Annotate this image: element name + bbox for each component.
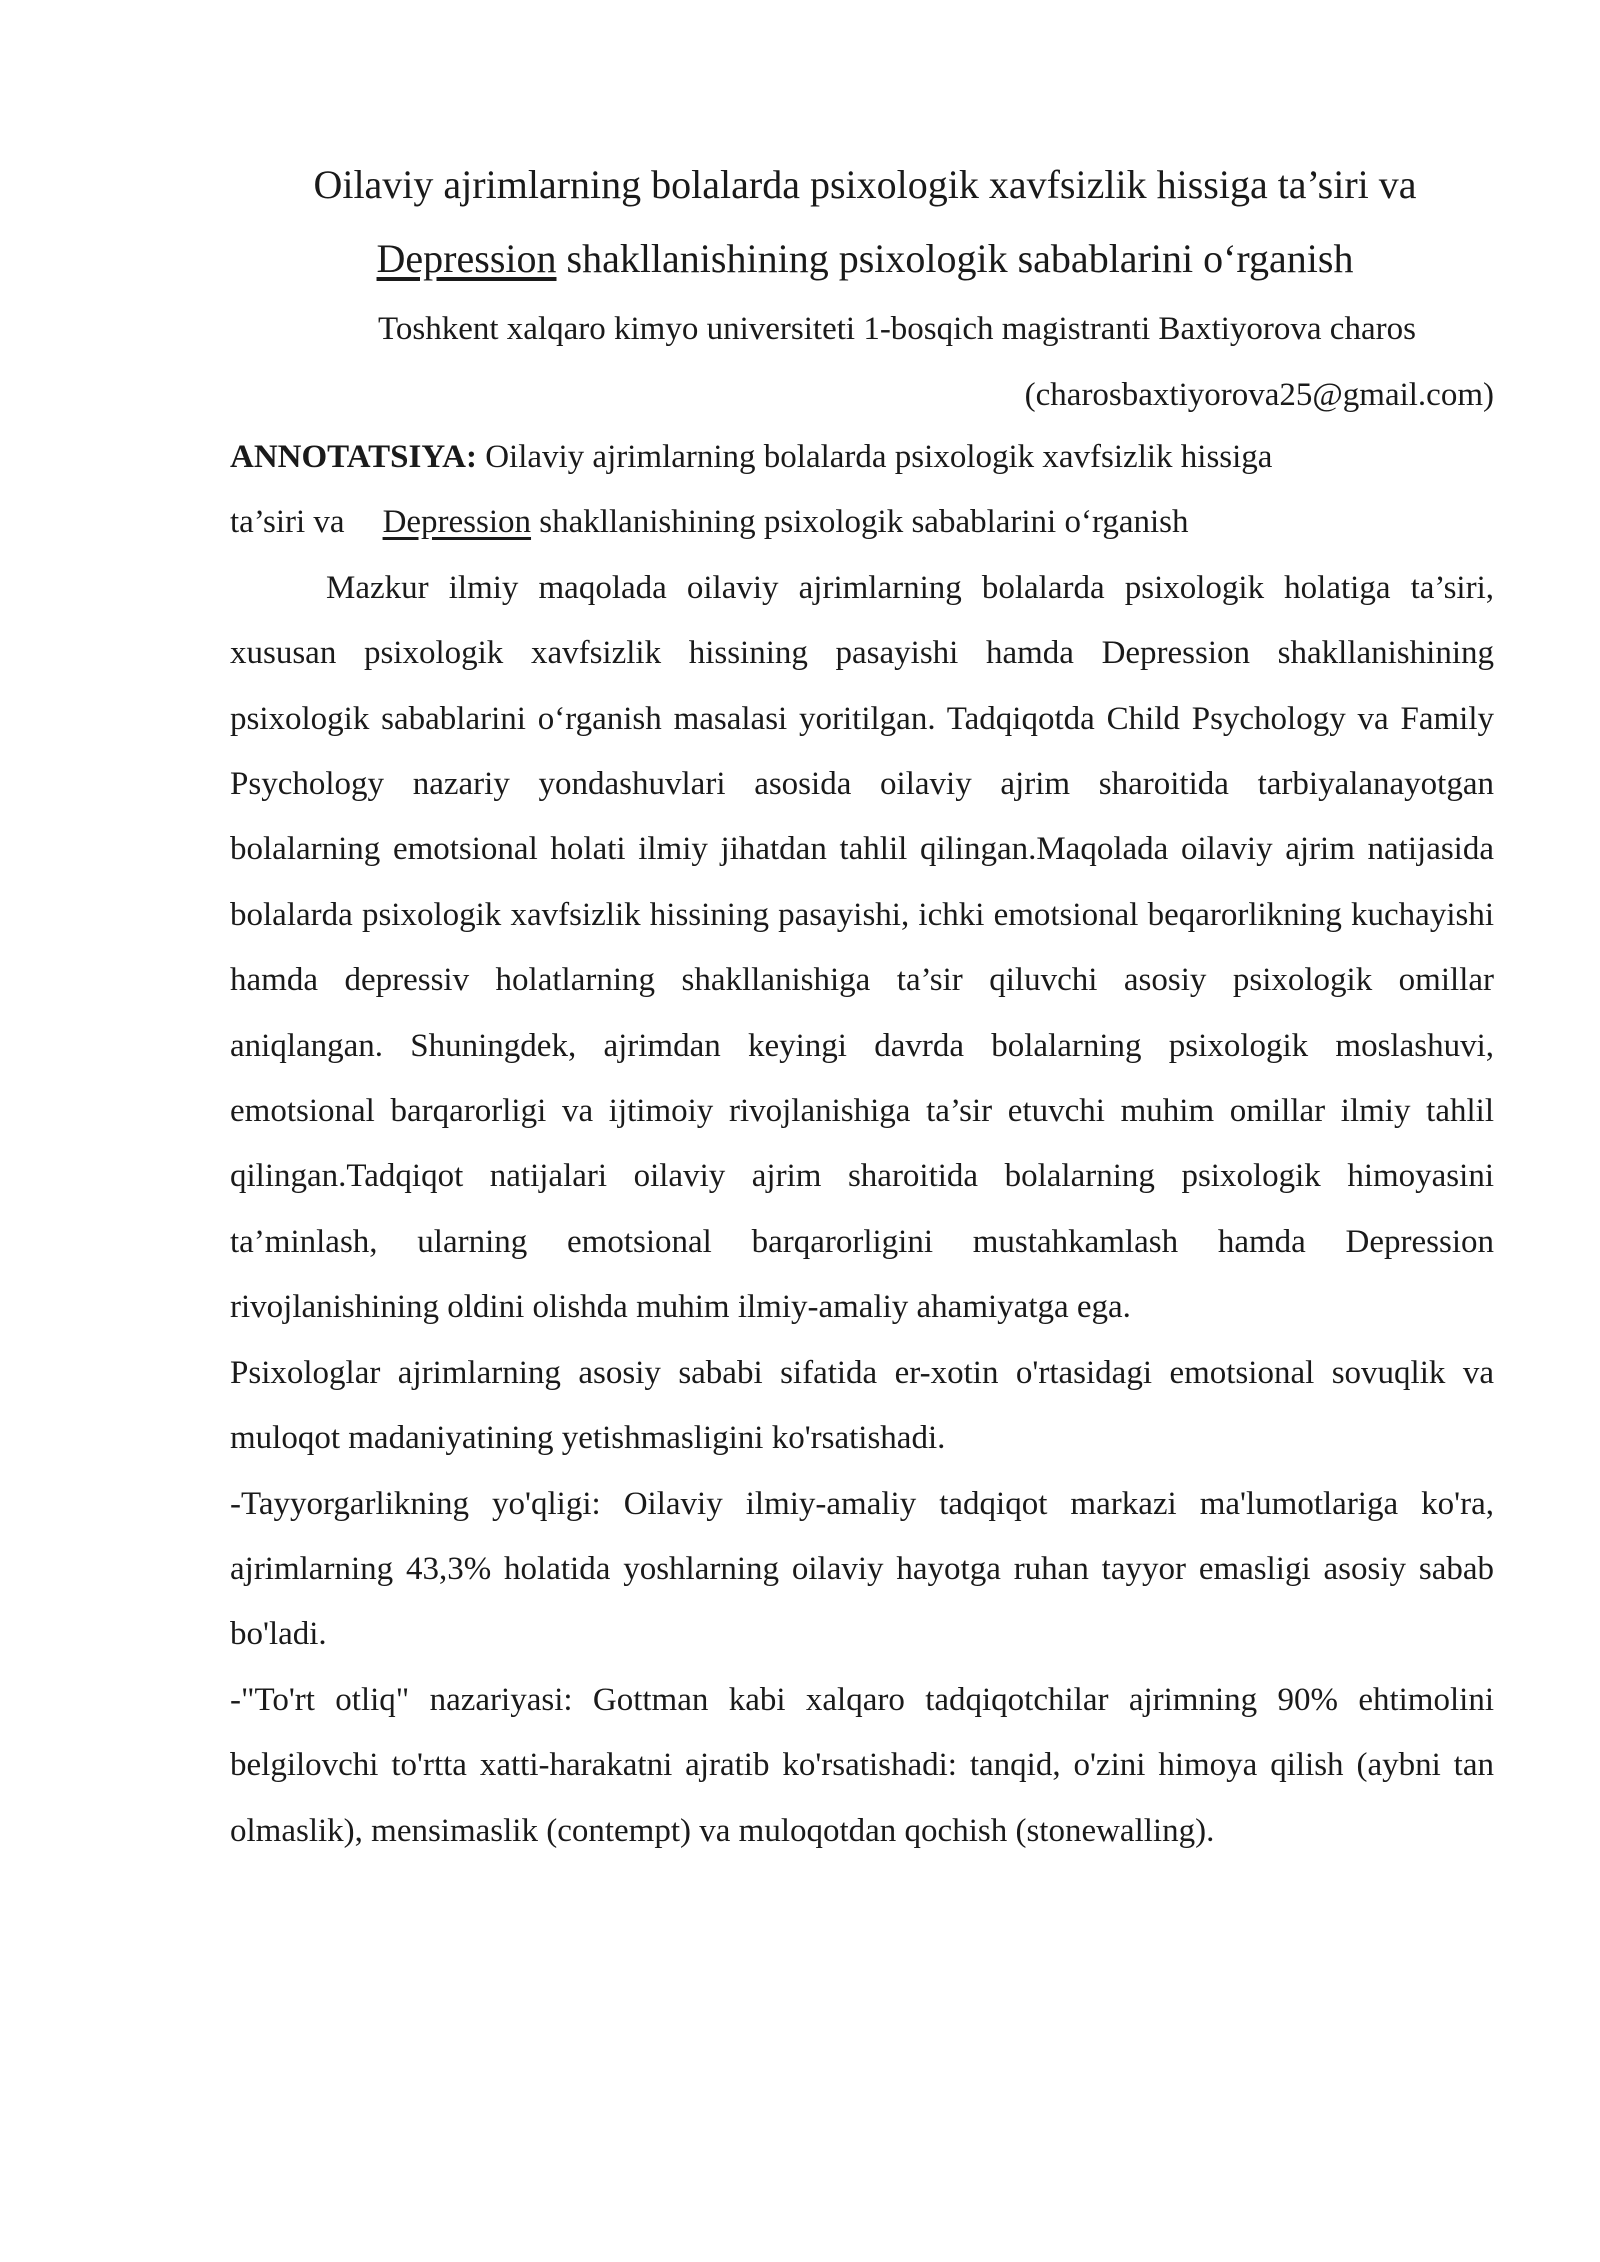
body-paragraph-3: -"To'rt otliq" nazariyasi: Gottman kabi xalqaro tadqiqotchilar ajrimning 90% ehtimolini belgilovchi to'rtta xatti-harakatni ajratib ko'rsatishadi: tanqid, o'zini himoya qilish (aybni tan olmaslik), mensimaslik (contempt) va muloqotdan qochish (stonewalling). xyxy=(230,1681,1494,1849)
annotation-heading-line2 xyxy=(230,490,1494,555)
annotation-heading xyxy=(230,425,1494,490)
author-block xyxy=(230,296,1494,428)
annotation-label: ANNOTATSIYA: xyxy=(230,439,477,475)
title-line-1: Oilaviy ajrimlarning bolalarda psixologik xavfsizlik hissiga ta’siri va xyxy=(313,162,1417,207)
annotation-heading-part3: shakllanishining psixologik sabablarini o‘rganish xyxy=(531,504,1189,541)
annotation-heading-part1: Oilaviy ajrimlarning bolalarda psixologik xavfsizlik hissiga xyxy=(476,439,1273,475)
abstract-paragraph: Mazkur ilmiy maqolada oilaviy ajrimlarning bolalarda psixologik holatiga ta’siri, xususan psixologik xavfsizlik hissining pasayishi hamda Depression shakllanishining psixologik sabablarini o‘rganish masalasi yoritilgan. Tadqiqotda Child Psychology va Family Psychology nazariy yondashuvlari asosida oilaviy ajrim sharoitida tarbiyalanayotgan bolalarning emotsional holati ilmiy jihatdan tahlil qilingan.Maqolada oilaviy ajrim natijasida bolalarda psixologik xavfsizlik hissining pasayishi, ichki emotsional beqarorlikning kuchayishi hamda depressiv holatlarning shakllanishiga ta’sir qiluvchi asosiy psixologik omillar aniqlangan. Shuningdek, ajrimdan keyingi davrda bolalarning psixologik moslashuvi, emotsional barqarorligi va ijtimoiy rivojlanishiga ta’sir etuvchi muhim omillar ilmiy tahlil qilingan.Tadqiqot natijalari oilaviy ajrim sharoitida bolalarning psixologik himoyasini ta’minlash, ularning emotsional barqarorligini mustahkamlash hamda Depression rivojlanishining oldini olishda muhim ilmiy-amaliy ahamiyatga ega. xyxy=(230,569,1494,1326)
annotation-heading-part2: ta’siri va xyxy=(230,504,345,541)
title-line-2-rest: shakllanishining psixologik sabablarini o‘rganish xyxy=(556,236,1354,281)
author-email: (charosbaxtiyorova25@gmail.com) xyxy=(1024,377,1494,413)
title-line-2 xyxy=(200,222,1530,296)
author-affiliation: Toshkent xalqaro kimyo universiteti 1-bosqich magistranti Baxtiyorova charos xyxy=(378,311,1416,347)
article-body xyxy=(230,425,1494,1864)
annotation-depression-term: Depression xyxy=(382,504,532,541)
title-depression-term: Depression xyxy=(376,236,557,281)
body-paragraph-1: Psixologlar ajrimlarning asosiy sababi sifatida er-xotin o'rtasidagi emotsional sovuqlik va muloqot madaniyatining yetishmasligini ko'rsatishadi. xyxy=(230,1354,1494,1457)
body-paragraph-2: -Tayyorgarlikning yo'qligi: Oilaviy ilmiy-amaliy tadqiqot markazi ma'lumotlariga ko'ra, ajrimlarning 43,3% holatida yoshlarning oilaviy hayotga ruhan tayyor emasligi asosiy sabab bo'ladi. xyxy=(230,1485,1494,1653)
article-title xyxy=(200,148,1530,296)
